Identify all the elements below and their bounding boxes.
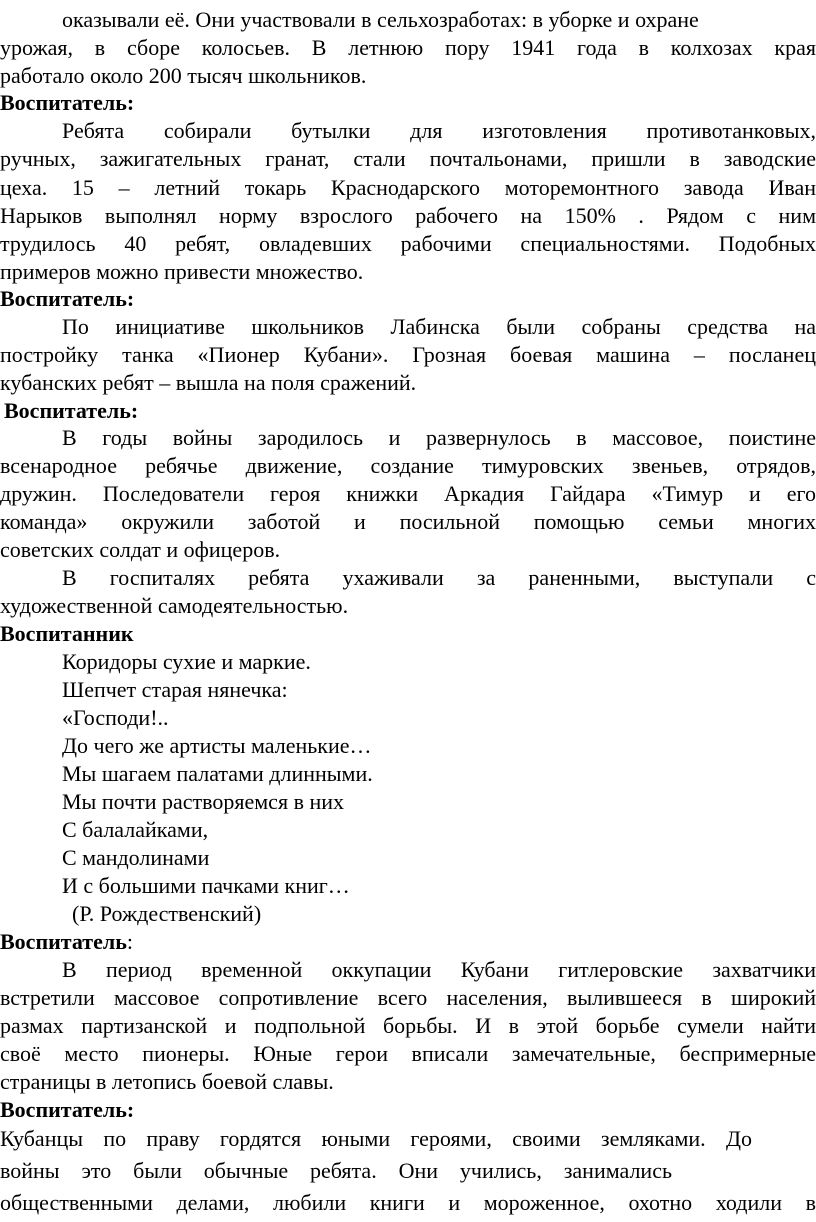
text-line: общественными делами, любили книги и мороженное, охотно ходили в: [0, 1190, 816, 1215]
poem-line: С мандолинами: [62, 845, 210, 870]
heading-colon: :: [126, 929, 133, 954]
text-line: Ребята собирали бутылки для изготовления противотанковых,: [62, 118, 816, 143]
text-line: встретили массовое сопротивление всего населения, вылившееся в широкий: [0, 985, 816, 1010]
speaker-heading: Воспитатель: [0, 929, 127, 954]
text-line: постройку танка «Пионер Кубани». Грозная боевая машина – посланец: [0, 342, 816, 367]
text-line: ручных, зажигательных гранат, стали почтальонами, пришли в заводские: [0, 146, 816, 171]
text-line: советских солдат и офицеров.: [0, 537, 281, 562]
poem-line: Коридоры сухие и маркие.: [62, 649, 311, 674]
text-line: урожая, в сборе колосьев. В летнюю пору 1941 года в колхозах края: [0, 35, 816, 60]
text-line: кубанских ребят – вышла на поля сражений.: [0, 370, 417, 395]
poem-line: Мы почти растворяемся в них: [62, 789, 345, 814]
text-line: работало около 200 тысяч школьников.: [0, 63, 367, 88]
speaker-heading: Воспитанник: [0, 621, 134, 646]
speaker-heading-row: [0, 928, 133, 956]
text-line: всенародное ребячье движение, создание тимуровских звеньев, отрядов,: [0, 453, 816, 478]
text-line: команда» окружили заботой и посильной помощью семьи многих: [0, 509, 816, 534]
text-line: войны это были обычные ребята. Они учились, занимались: [0, 1158, 672, 1183]
text-line: В период временной оккупации Кубани гитлеровские захватчики: [62, 957, 816, 982]
text-line: Нарыков выполнял норму взрослого рабочего на 150% . Рядом с ним: [0, 203, 816, 228]
text-line: В госпиталях ребята ухаживали за раненными, выступали с: [62, 565, 816, 590]
poem-line: С балалайками,: [62, 817, 209, 842]
poem-line: Мы шагаем палатами длинными.: [62, 761, 373, 786]
text-line: художественной самодеятельностью.: [0, 593, 349, 618]
speaker-heading: Воспитатель:: [0, 286, 135, 311]
text-line: трудилось 40 ребят, овладевших рабочими специальностями. Подобных: [0, 231, 816, 256]
poem-line: Шепчет старая нянечка:: [62, 677, 288, 702]
text-line: примеров можно привести множество.: [0, 259, 364, 284]
poem-line: И с большими пачками книг…: [62, 873, 350, 898]
text-line: В годы войны зародилось и развернулось в массовое, поистине: [62, 425, 816, 450]
text-line: своё место пионеры. Юные герои вписали замечательные, беспримерные: [0, 1041, 816, 1066]
poem-line: «Господи!..: [62, 705, 169, 730]
speaker-heading: Воспитатель:: [4, 398, 139, 423]
speaker-heading: Воспитатель:: [0, 1097, 135, 1122]
text-line: оказывали её. Они участвовали в сельхозработах: в уборке и охране: [62, 7, 699, 32]
text-line: страницы в летопись боевой славы.: [0, 1069, 334, 1094]
poem-attribution: (Р. Рождественский): [72, 901, 262, 926]
text-line: По инициативе школьников Лабинска были собраны средства на: [62, 314, 816, 339]
text-line: размах партизанской и подпольной борьбы. И в этой борьбе сумели найти: [0, 1013, 816, 1038]
text-line: дружин. Последователи героя книжки Аркадия Гайдара «Тимур и его: [0, 481, 816, 506]
poem-line: До чего же артисты маленькие…: [62, 733, 372, 758]
speaker-heading: Воспитатель:: [0, 90, 135, 115]
text-line: цеха. 15 – летний токарь Краснодарского моторемонтного завода Иван: [0, 175, 816, 200]
text-line: Кубанцы по праву гордятся юными героями, своими земляками. До: [0, 1126, 752, 1151]
